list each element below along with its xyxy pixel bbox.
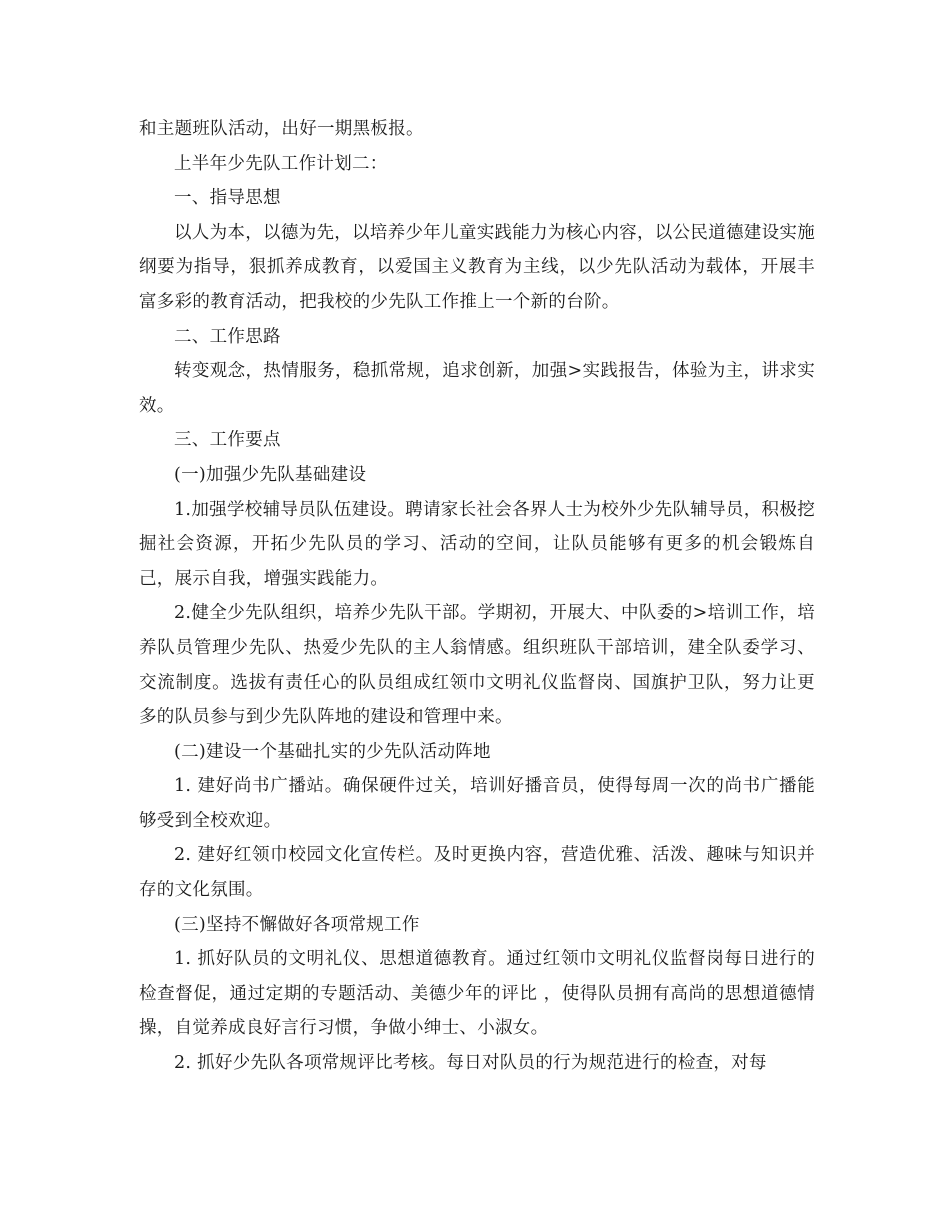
heading-guiding-thought: 一、指导思想 bbox=[174, 188, 281, 209]
heading-work-points: 三、工作要点 bbox=[174, 430, 281, 451]
paragraph: 1.加强学校辅导员队伍建设。聘请家长社会各界人士为校外少先队辅导员，积极挖掘社会资源，开拓少先队员的学习、活动的空间，让队员能够有更多的机会锻炼自己，展示自我，增强实践能力。 bbox=[139, 499, 815, 589]
paragraph: 和主题班队活动，出好一期黑板报。 bbox=[139, 119, 424, 139]
subheading: (一)加强少先队基础建设 bbox=[174, 464, 367, 485]
paragraph: 以人为本，以德为先，以培养少年儿童实践能力为核心内容，以公民道德建设实施纲要为指导，狠抓养成教育，以爱国主义教育为主线，以少先队活动为载体，开展丰富多彩的教育活动，把我校的少先队工作推上一个新的台阶。 bbox=[139, 222, 815, 312]
paragraph: 1. 建好尚书广播站。确保硬件过关，培训好播音员，使得每周一次的尚书广播能够受到全校欢迎。 bbox=[139, 776, 815, 831]
heading-work-approach: 二、工作思路 bbox=[174, 326, 281, 347]
document-body bbox=[139, 112, 815, 1081]
subheading: (二)建设一个基础扎实的少先队活动阵地 bbox=[174, 741, 491, 762]
section-title: 上半年少先队工作计划二： bbox=[174, 153, 388, 174]
paragraph: 2. 建好红领巾校园文化宣传栏。及时更换内容，营造优雅、活泼、趣味与知识并存的文化氛围。 bbox=[139, 845, 815, 901]
paragraph: 2.健全少先队组织，培养少先队干部。学期初，开展大、中队委的>培训工作，培养队员管理少先队、热爱少先队的主人翁情感。组织班队干部培训，建全队委学习、交流制度。选拔有责任心的队员组成红领巾文明礼仪监督岗、国旗护卫队，努力让更多的队员参与到少先队阵地的建设和管理中来。 bbox=[139, 603, 815, 728]
paragraph: 1. 抓好队员的文明礼仪、思想道德教育。通过红领巾文明礼仪监督岗每日进行的检查督促，通过定期的专题活动、美德少年的评比 ，使得队员拥有高尚的思想道德情操，自觉养成良好言行习惯，争做小绅士、小淑女。 bbox=[139, 949, 815, 1039]
paragraph: 转变观念，热情服务，稳抓常规，追求创新，加强>实践报告，体验为主，讲求实效。 bbox=[139, 361, 815, 416]
paragraph: 2. 抓好少先队各项常规评比考核。每日对队员的行为规范进行的检查，对每 bbox=[174, 1053, 767, 1074]
subheading: (三)坚持不懈做好各项常规工作 bbox=[174, 914, 420, 935]
